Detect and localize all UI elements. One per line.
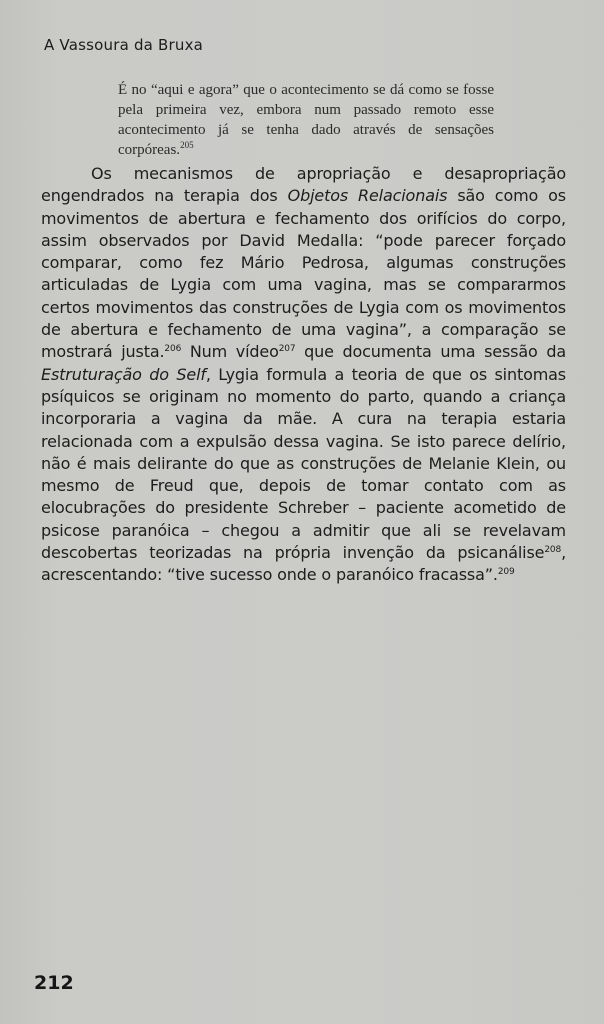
paragraph-text-4: que documenta uma sessão da [295,342,566,362]
paragraph-text-5: , Lygia formula a teoria de que os sintomas psíquicos se originam no momento do parto, quando a criança incorporaria a vagina da mãe. A cura na terapia estaria relacionada com a expulsão dessa vagina. Se isto parece delírio, não é mais delirante do que as construções de Melanie Klein, ou mesmo de Freud que, depois de tomar contato com as elocubrações do presidente Schreber – paciente acometido de psicose paranóica – chegou a admitir que ali se revelavam descobertas teorizadas na própria invenção da psicanálise [41,364,566,563]
paragraph-italic-estruturacao-do-self: Estruturação do Self [41,364,206,384]
block-quote [118,80,494,160]
paragraph-italic-objetos-relacionais: Objetos Relacionais [287,186,448,206]
footnote-ref-209[interactable]: 209 [497,567,515,578]
paragraph-text-6: , acrescentando: “tive sucesso onde o paranóico fracassa”. [41,543,566,585]
footnote-ref-207[interactable]: 207 [278,344,296,355]
paragraph-text-3: Num vídeo [181,342,279,362]
paragraph-text-2: são como os movimentos de abertura e fechamento dos orifícios do corpo, assim observados por David Medalla: “pode parecer forçado comparar, como fez Mário Pedrosa, algumas construções articuladas de Lygia com uma vagina, mas se compararmos certos movimentos das construções de Lygia com os movimentos de abertura e fechamento de uma vagina”, a comparação se mostrará justa. [41,186,566,362]
body-paragraph [41,163,566,587]
running-head: A Vassoura da Bruxa [44,36,204,54]
footnote-ref-205[interactable]: 205 [180,140,194,150]
paragraph-text-1: Os mecanismos de apropriação e desapropriação engendrados na terapia dos [41,164,566,206]
page-number: 212 [34,972,74,994]
footnote-ref-206[interactable]: 206 [164,344,182,355]
block-quote-text: É no “aqui e agora” que o acontecimento se dá como se fosse pela primeira vez, embora num passado remoto esse acontecimento já se tenha dado através de sensações corpóreas. [118,82,494,158]
footnote-ref-208[interactable]: 208 [544,545,562,556]
